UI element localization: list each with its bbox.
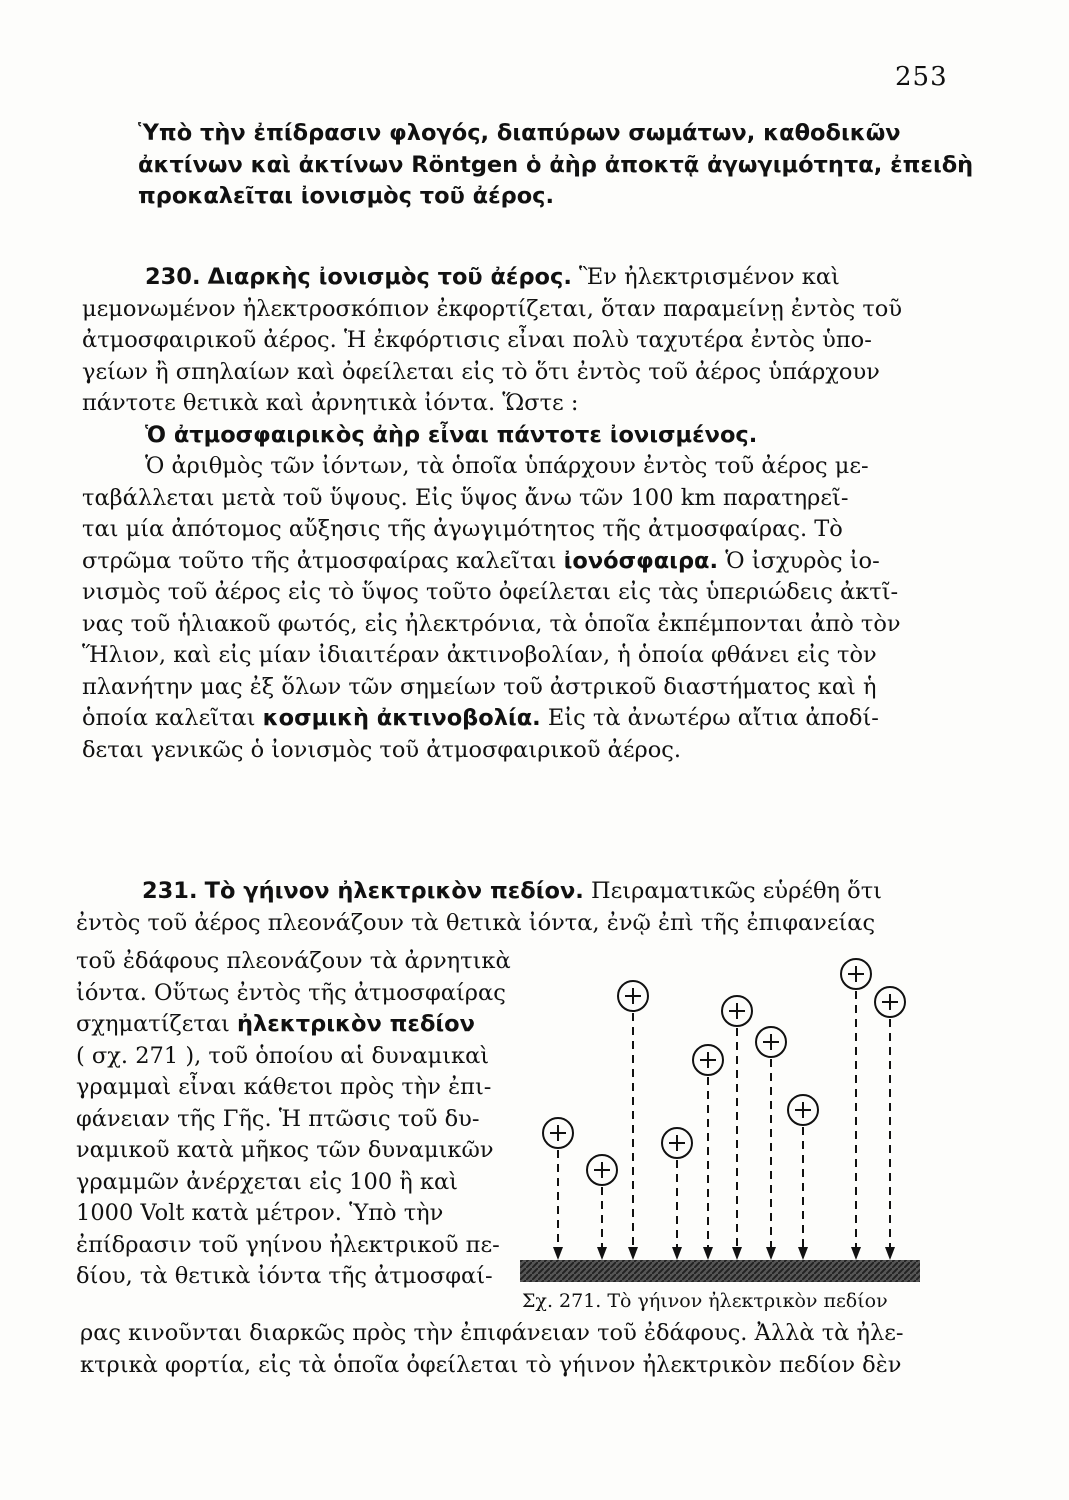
section-title: Τὸ γήινον ἠλεκτρικὸν πεδίον. <box>204 878 584 904</box>
arrow-down-icon <box>766 1247 776 1260</box>
field-line <box>543 1118 573 1260</box>
field-line <box>875 987 905 1260</box>
text-line <box>82 546 962 578</box>
section-231-column-text <box>76 946 516 1293</box>
field-line <box>693 1045 723 1260</box>
section-230-heading <box>82 262 962 294</box>
text-line <box>82 703 962 735</box>
intro-line: προκαλεῖται ἰονισμὸς τοῦ ἀέρος. <box>138 183 555 209</box>
text-fragment: σχηματίζεται <box>76 1011 230 1037</box>
text-line: δεται γενικῶς ὁ ἰονισμὸς τοῦ ἀτμοσφαιρικοῦ ἀέρος. <box>82 736 682 763</box>
text-fragment: Ὁ ἰσχυρὸς ἰο- <box>725 547 880 574</box>
arrow-down-icon <box>851 1247 861 1260</box>
text-line: ρας κινοῦνται διαρκῶς πρὸς τὴν ἐπιφάνειαν τοῦ ἐδάφους. Ἀλλὰ τὰ ἠλε- <box>80 1320 904 1346</box>
arrow-down-icon <box>672 1247 682 1260</box>
arrow-down-icon <box>597 1247 607 1260</box>
intro-paragraph <box>138 118 974 213</box>
heading-continuation: Πειραματικῶς εὑρέθη ὅτι <box>591 878 882 904</box>
text-fragment: στρῶμα τοῦτο τῆς ἀτμοσφαίρας καλεῖται <box>82 547 557 574</box>
text-line: 1000 Volt κατὰ μέτρον. Ὑπὸ τὴν <box>76 1200 444 1226</box>
field-line <box>722 996 752 1260</box>
figure-caption: Σχ. 271. Τὸ γήινον ἠλεκτρικὸν πεδίον <box>522 1290 888 1312</box>
text-fragment: Εἰς τὰ ἀνωτέρω αἴτια ἀποδί- <box>547 705 879 731</box>
term-electric-field: ἠλεκτρικὸν πεδίον <box>237 1011 475 1037</box>
text-line: μεμονωμένον ἠλεκτροσκόπιον ἐκφορτίζεται, ὅταν παραμείνῃ ἐντὸς τοῦ <box>82 295 902 322</box>
section-231-heading <box>76 876 956 908</box>
field-line <box>618 981 648 1260</box>
text-line: ἀτμοσφαιρικοῦ ἀέρος. Ἡ ἐκφόρτισις εἶναι πολὺ ταχυτέρα ἐντὸς ὑπο- <box>82 327 872 353</box>
field-line <box>587 1155 617 1260</box>
heading-continuation: Ἓν ἠλεκτρισμένον καὶ <box>579 264 840 290</box>
text-line <box>76 1009 516 1041</box>
section-230 <box>82 262 962 766</box>
text-line: ( σχ. 271 ), τοῦ ὁποίου αἱ δυναμικαὶ <box>76 1042 490 1069</box>
arrow-down-icon <box>885 1247 895 1260</box>
text-line: ται μία ἀπότομος αὔξησις τῆς ἀγωγιμότητος τῆς ἀτμοσφαίρας. Τὸ <box>82 516 843 542</box>
text-line: γραμμαὶ εἶναι κάθετοι πρὸς τὴν ἐπι- <box>76 1074 492 1100</box>
rule-statement: Ὁ ἀτμοσφαιρικὸς ἀὴρ εἶναι πάντοτε ἰονισμένος. <box>145 421 758 448</box>
arrow-down-icon <box>553 1247 563 1260</box>
text-line: γραμμῶν ἀνέρχεται εἰς 100 ἢ καὶ <box>76 1168 458 1195</box>
text-line: γείων ἢ σπηλαίων καὶ ὀφείλεται εἰς τὸ ὅτι ἐντὸς τοῦ ἀέρος ὑπάρχουν <box>82 358 880 385</box>
page-number: 253 <box>895 62 948 92</box>
text-line: ναμικοῦ κατὰ μῆκος τῶν δυναμικῶν <box>76 1137 494 1163</box>
figure-271 <box>520 950 930 1290</box>
field-line <box>841 959 871 1260</box>
text-line: κτρικὰ φορτία, εἰς τὰ ὁποῖα ὀφείλεται τὸ γήινον ἠλεκτρικὸν πεδίον δὲν <box>80 1351 902 1378</box>
arrow-down-icon <box>732 1247 742 1260</box>
field-line <box>788 1095 818 1260</box>
intro-line: ἀκτίνων καὶ ἀκτίνων Röntgen ὁ ἀὴρ ἀποκτᾷ ἀγωγιμότητα, ἐπειδὴ <box>138 151 974 178</box>
text-line: ἰόντα. Οὕτως ἐντὸς τῆς ἀτμοσφαίρας <box>76 979 506 1006</box>
intro-line: Ὑπὸ τὴν ἐπίδρασιν φλογός, διαπύρων σωμάτων, καθοδικῶν <box>138 120 901 146</box>
term-cosmic-radiation: κοσμικὴ ἀκτινοβολία. <box>262 705 541 731</box>
text-line: πάντοτε θετικὰ καὶ ἀρνητικὰ ἰόντα. Ὥστε : <box>82 390 579 416</box>
text-line: νισμὸς τοῦ ἀέρος εἰς τὸ ὕψος τοῦτο ὀφείλεται εἰς τὰς ὑπεριώδεις ἀκτῖ- <box>82 579 899 605</box>
text-line: πλανήτην μας ἐξ ὅλων τῶν σημείων τοῦ ἀστρικοῦ διαστήματος καὶ ἡ <box>82 673 877 700</box>
arrow-down-icon <box>798 1247 808 1260</box>
text-line: τοῦ ἐδάφους πλεονάζουν τὰ ἀρνητικὰ <box>76 948 511 974</box>
text-line: Ἥλιον, καὶ εἰς μίαν ἰδιαιτέραν ἀκτινοβολίαν, ἡ ὁποία φθάνει εἰς τὸν <box>82 642 877 668</box>
term-ionosphere: ἰονόσφαιρα. <box>563 547 719 574</box>
text-fragment: ὁποία καλεῖται <box>82 705 256 731</box>
section-title: Διαρκὴς ἰονισμὸς τοῦ ἀέρος. <box>207 264 572 290</box>
section-number: 231. <box>142 878 198 904</box>
field-line <box>756 1027 786 1260</box>
section-231 <box>76 876 956 939</box>
text-line: φάνειαν τῆς Γῆς. Ἡ πτῶσις τοῦ δυ- <box>76 1105 480 1132</box>
text-line: ταβάλλεται μετὰ τοῦ ὕψους. Εἰς ὕψος ἄνω τῶν 100 km παρατηρεῖ- <box>82 484 849 511</box>
ground-surface <box>520 1260 920 1282</box>
field-line <box>662 1128 692 1260</box>
text-line: δίου, τὰ θετικὰ ἰόντα τῆς ἀτμοσφαί- <box>76 1263 493 1289</box>
text-line: ἐντὸς τοῦ ἀέρος πλεονάζουν τὰ θετικὰ ἰόντα, ἐνῷ ἐπὶ τῆς ἐπιφανείας <box>76 909 876 936</box>
text-line: Ὁ ἀριθμὸς τῶν ἰόντων, τὰ ὁποῖα ὑπάρχουν ἐντὸς τοῦ ἀέρος με- <box>145 453 869 479</box>
section-number: 230. <box>145 264 201 290</box>
text-line: ἐπίδρασιν τοῦ γηίνου ἠλεκτρικοῦ πε- <box>76 1231 500 1258</box>
arrow-down-icon <box>703 1247 713 1260</box>
text-line: νας τοῦ ἡλιακοῦ φωτός, εἰς ἠλεκτρόνια, τὰ ὁποῖα ἐκπέμπονται ἀπὸ τὸν <box>82 610 901 637</box>
arrow-down-icon <box>628 1247 638 1260</box>
closing-paragraph <box>80 1318 960 1381</box>
